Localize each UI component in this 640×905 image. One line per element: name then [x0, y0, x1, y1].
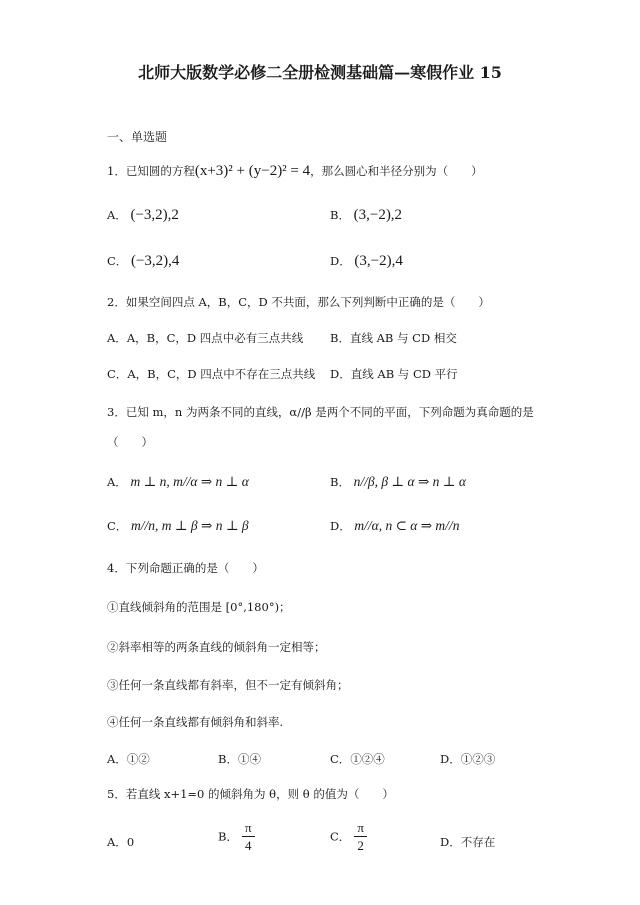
question-1-stem [107, 163, 483, 179]
question-4-statement-4: ④任何一条直线都有倾斜角和斜率. [107, 715, 284, 729]
question-5-option-b[interactable]: B． $\frac{\pi}{4}$ [218, 820, 255, 853]
question-1-option-d[interactable]: D． (3,−2),4 [330, 253, 403, 269]
fraction-pi-over-2: $\frac{\pi}{2}$ [354, 820, 367, 853]
question-4-option-d[interactable]: D．①②③ [440, 752, 496, 766]
question-4-statement-1: ①直线倾斜角的范围是 [0°,180°)； [107, 600, 291, 614]
question-5-option-a[interactable]: A．0 [107, 835, 135, 849]
question-2-option-c[interactable]: C．A，B，C，D 四点中不存在三点共线 [107, 367, 316, 381]
question-4-option-b[interactable]: B．①④ [218, 752, 261, 766]
question-3-stem: 3．已知 m，n 为两条不同的直线，α//β 是两个不同的平面，下列命题为真命题的是 [107, 405, 534, 419]
document-title: 北师大版数学必修二全册检测基础篇—寒假作业 15 [138, 63, 502, 82]
question-2-option-d[interactable]: D．直线 AB 与 CD 平行 [330, 367, 458, 381]
question-4-statement-3: ③任何一条直线都有斜率，但不一定有倾斜角； [107, 678, 349, 692]
question-4-option-c[interactable]: C．①②④ [330, 752, 385, 766]
question-3-stem-cont: （ ） [107, 435, 153, 449]
section-heading: 一、单选题 [107, 130, 168, 144]
question-5-option-c[interactable]: C． $\frac{\pi}{2}$ [330, 820, 367, 853]
question-4-stem: 4．下列命题正确的是（ ） [107, 561, 264, 575]
question-5-stem: 5．若直线 x+1=0 的倾斜角为 θ，则 θ 的值为（ ） [107, 787, 394, 801]
question-3-option-b[interactable]: B． n//β, β ⊥ α ⇒ n ⊥ α [330, 474, 466, 489]
question-5-option-d[interactable]: D．不存在 [440, 835, 496, 849]
question-3-option-c[interactable]: C． m//n, m ⊥ β ⇒ n ⊥ β [107, 518, 249, 533]
question-3-option-a[interactable]: A． m ⊥ n, m//α ⇒ n ⊥ α [107, 474, 249, 489]
question-1-equation: (x+3)² + (y−2)² = 4 [194, 163, 311, 179]
question-1-option-b[interactable]: B． (3,−2),2 [330, 207, 403, 223]
question-4-option-a[interactable]: A．①② [107, 752, 150, 766]
question-2-option-a[interactable]: A．A，B，C，D 四点中必有三点共线 [107, 331, 304, 345]
question-2-option-b[interactable]: B．直线 AB 与 CD 相交 [330, 331, 457, 345]
question-4-statement-2: ②斜率相等的两条直线的倾斜角一定相等； [107, 640, 326, 654]
question-2-stem: 2．如果空间四点 A，B，C，D 不共面，那么下列判断中正确的是（ ） [107, 295, 490, 309]
question-1-prefix: 1．已知圆的方程 [107, 164, 195, 178]
question-1-option-a[interactable]: A． (−3,2),2 [107, 207, 179, 223]
question-3-option-d[interactable]: D． m//α, n ⊂ α ⇒ m//n [330, 518, 460, 533]
question-1-option-c[interactable]: C． (−3,2),4 [107, 253, 180, 269]
fraction-pi-over-4: $\frac{\pi}{4}$ [242, 820, 255, 853]
question-1-suffix: ，那么圆心和半径分别为（ ） [310, 164, 483, 178]
